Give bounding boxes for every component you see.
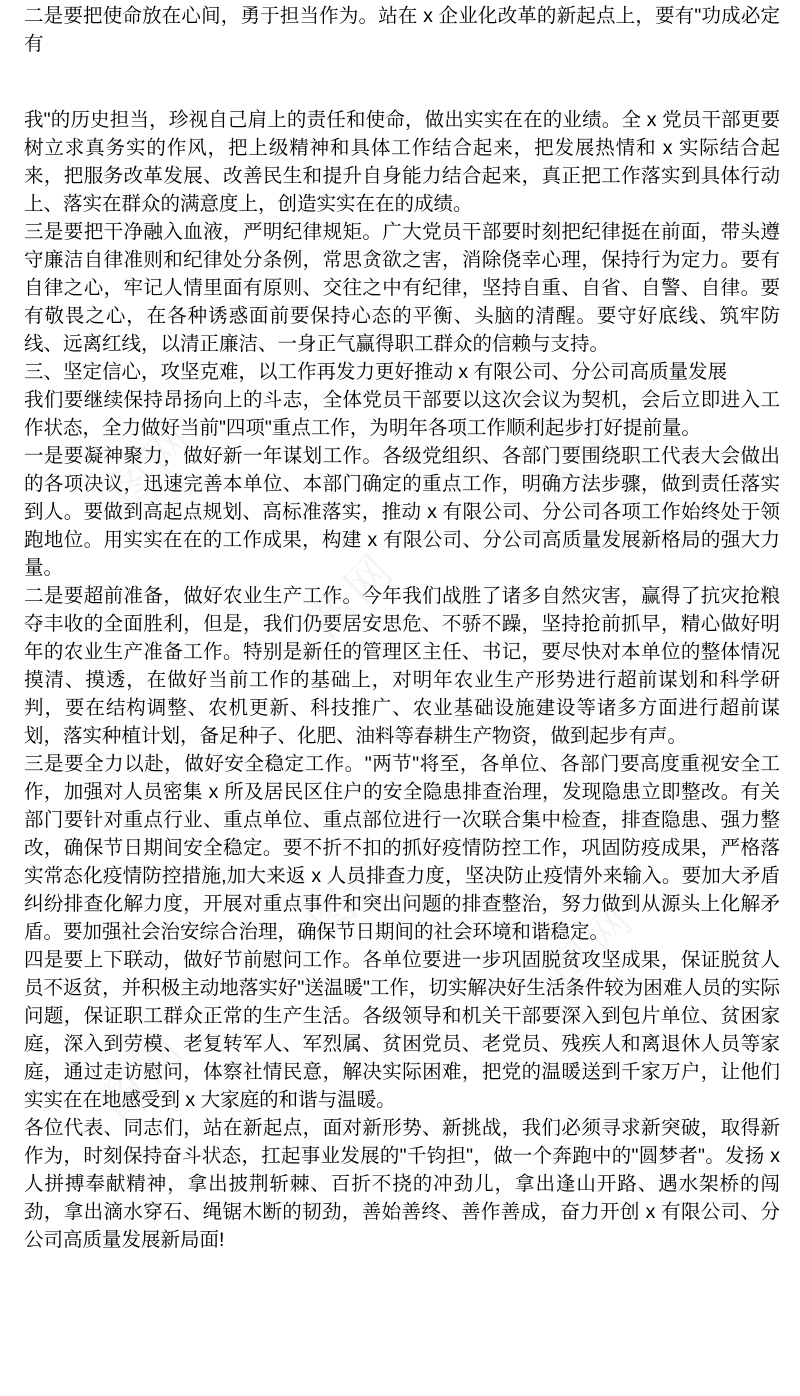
paragraph-task-one-planning: 一是要凝神聚力，做好新一年谋划工作。各级党组织、各部门要围绕职工代表大会做出的各项决议，迅速完善本单位、本部门确定的重点工作，明确方法步骤，做到责任落实到人。要做到高起点规划、高标准落实，推动 x 有限公司、分公司各项工作始终处于领跑地位。用实实在在的工作成果，构建 x 有限公司、分公司高质量发展新格局的强大力量。 — [24, 445, 780, 579]
paragraph-task-two-agriculture: 二是要超前准备，做好农业生产工作。今年我们战胜了诸多自然灾害，赢得了抗灾抢粮夺丰收的全面胜利，但是，我们仍要居安思危、不骄不躁，坚持抢前抓早，精心做好明年的农业生产准备工作。特别是新任的管理区主任、书记，要尽快对本单位的整体情况摸清、摸透，在做好当前工作的基础上，对明年农业生产形势进行超前谋划和科学研判，要在结构调整、农机更新、科技推广、农业基础设施建设等诸多方面进行超前谋划，落实种植计划，备足种子、化肥、油料等春耕生产物资，做到起步有声。 — [24, 585, 780, 747]
paragraph-task-three-safety: 三是要全力以赴，做好安全稳定工作。"两节"将至，各单位、各部门要高度重视安全工作，加强对人员密集 x 所及居民区住户的安全隐患排查治理，发现隐患立即整改。有关部门要针对重点行业、重点单位、重点部位进行一次联合集中检查，排查隐患、强力整改，确保节日期间安全稳定。要不折不扣的抓好疫情防控工作，巩固防疫成果，严格落实常态化疫情防控措施,加大来返 x 人员排查力度，坚决防止疫情外来输入。要加大矛盾纠纷排查化解力度，开展对重点事件和突出问题的排查整治，努力做到从源头上化解矛盾。要加强社会治安综合治理，确保节日期间的社会环境和谐稳定。 — [24, 753, 780, 943]
section-heading-three: 三、坚定信心，攻坚克难，以工作再发力更好推动 x 有限公司、分公司高质量发展 — [24, 361, 728, 383]
paragraph-continuation-duty: 二是要把使命放在心间，勇于担当作为。站在 x 企业化改革的新起点上，要有"功成必定有 — [24, 5, 780, 55]
paragraph-discipline: 三是要把干净融入血液，严明纪律规矩。广大党员干部要时刻把纪律挺在前面，带头遵守廉洁自律准则和纪律处分条例，常思贪欲之害，消除侥幸心理，保持行为定力。要有自律之心，牢记人情里面有原则、交往之中有纪律，坚持自重、自省、自警、自律。要有敬畏之心，在各种诱惑面前要保持心态的平衡、头脑的清醒。要守好底线、筑牢防线、远离红线，以清正廉洁、一身正气赢得职工群众的信赖与支持。 — [24, 221, 780, 355]
paragraph-task-four-condolence: 四是要上下联动，做好节前慰问工作。各单位要进一步巩固脱贫攻坚成果，保证脱贫人员不返贫，并积极主动地落实好"送温暖"工作，切实解决好生活条件较为困难人员的实际问题，保证职工群众正常的生产生活。各级领导和机关干部要深入到包片单位、贫困家庭，深入到劳模、老复转军人、军烈属、贫困党员、老党员、残疾人和离退休人员等家庭，通过走访慰问，体察社情民意，解决实际困难，把党的温暖送到千家万户，让他们实实在在地感受到 x 大家庭的和谐与温暖。 — [24, 949, 780, 1111]
paragraph-closing: 各位代表、同志们，站在新起点，面对新形势、新挑战，我们必须寻求新突破，取得新作为，时刻保持奋斗状态，扛起事业发展的"千钧担"，做一个奔跑中的"圆梦者"。发扬 x 人拼搏奉献精神，拿出披荆斩棘、百折不挠的冲劲儿，拿出逢山开路、遇水架桥的闯劲，拿出滴水穿石、绳锯木断的韧劲，善始善终、善作善成，奋力开创 x 有限公司、分公司高质量发展新局面! — [24, 1117, 780, 1251]
paragraph-intro-four-tasks: 我们要继续保持昂扬向上的斗志，全体党员干部要以这次会议为契机，会后立即进入工作状态，全力做好当前"四项"重点工作，为明年各项工作顺利起步打好提前量。 — [24, 389, 780, 439]
paragraph-duty-continued: 我"的历史担当，珍视自己肩上的责任和使命，做出实实在在的业绩。全 x 党员干部更要树立求真务实的作风，把上级精神和具体工作结合起来，把发展热情和 x 实际结合起来，把服务改革发展、改善民生和提升自身能力结合起来，真正把工作落实到具体行动上、落实在群众的满意度上，创造实实在在的成绩。 — [24, 109, 780, 215]
page-break-gap — [24, 58, 780, 106]
